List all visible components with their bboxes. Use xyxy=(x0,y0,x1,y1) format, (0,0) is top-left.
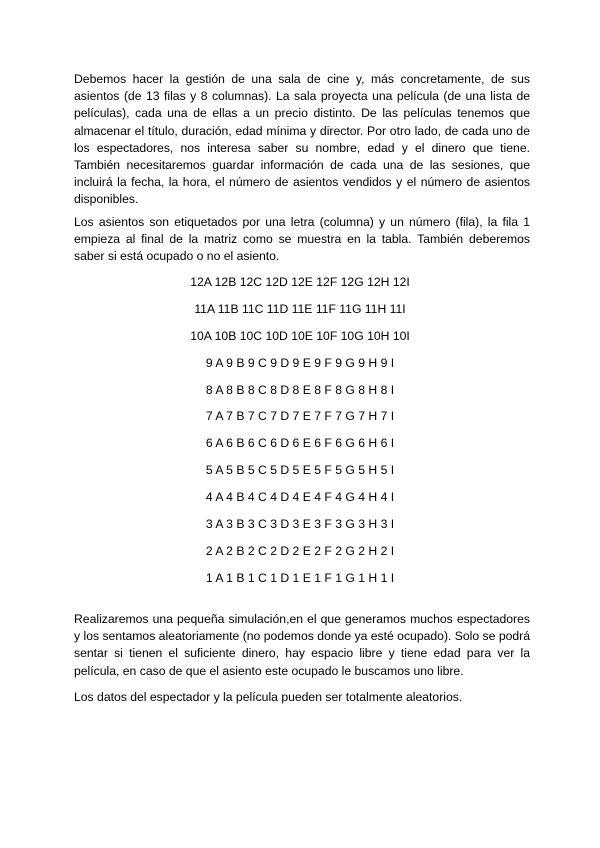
seat-row: 12A 12B 12C 12D 12E 12F 12G 12H 12I xyxy=(190,275,410,289)
seats-description-paragraph: Los asientos son etiquetados por una letra (columna) y un número (fila), la fila 1 empieza al final de la matriz como se muestra en la tabla. También deberemos saber si está ocupado o no el asiento. xyxy=(74,215,530,264)
seat-table xyxy=(150,274,450,597)
seat-row: 6 A 6 B 6 C 6 D 6 E 6 F 6 G 6 H 6 I xyxy=(205,436,395,451)
seat-row: 8 A 8 B 8 C 8 D 8 E 8 F 8 G 8 H 8 I xyxy=(205,382,395,397)
seat-row: 4 A 4 B 4 C 4 D 4 E 4 F 4 G 4 H 4 I xyxy=(205,490,395,505)
seat-row: 11A 11B 11C 11D 11E 11F 11G 11H 11I xyxy=(194,301,406,316)
seat-row: 5 A 5 B 5 C 5 D 5 E 5 F 5 G 5 H 5 I xyxy=(205,463,395,478)
seat-row: 9 A 9 B 9 C 9 D 9 E 9 F 9 G 9 H 9 I xyxy=(205,355,395,370)
random-data-paragraph: Los datos del espectador y la película pueden ser totalmente aleatorios. xyxy=(74,690,463,704)
simulation-paragraph: Realizaremos una pequeña simulación,en el que generamos muchos espectadores y los sentamos aleatoriamente (no podemos donde ya esté ocupado). Solo se podrá sentar si tienen el suficiente dinero, hay espacio libre y tiene edad para ver la película, en caso de que el asiento este ocupado le buscamos uno libre. xyxy=(74,612,530,678)
intro-paragraph: Debemos hacer la gestión de una sala de cine y, más concretamente, de sus asientos (de 13 filas y 8 columnas). La sala proyecta una película (de una lista de películas), cada una de ellas a un precio distinto. De las películas tenemos que almacenar el título, duración, edad mínima y director. Por otro lado, de cada uno de los espectadores, nos interesa saber su nombre, edad y el dinero que tiene. También necesitaremos guardar información de cada una de las sesiones, que incluirá la fecha, la hora, el número de asientos vendidos y el número de asientos disponibles. xyxy=(74,72,530,207)
seat-row: 1 A 1 B 1 C 1 D 1 E 1 F 1 G 1 H 1 I xyxy=(205,570,395,585)
seat-row: 3 A 3 B 3 C 3 D 3 E 3 F 3 G 3 H 3 I xyxy=(205,517,395,532)
seat-row: 2 A 2 B 2 C 2 D 2 E 2 F 2 G 2 H 2 I xyxy=(205,543,395,558)
seat-row: 10A 10B 10C 10D 10E 10F 10G 10H 10I xyxy=(190,328,410,343)
seat-row: 7 A 7 B 7 C 7 D 7 E 7 F 7 G 7 H 7 I xyxy=(205,409,395,424)
